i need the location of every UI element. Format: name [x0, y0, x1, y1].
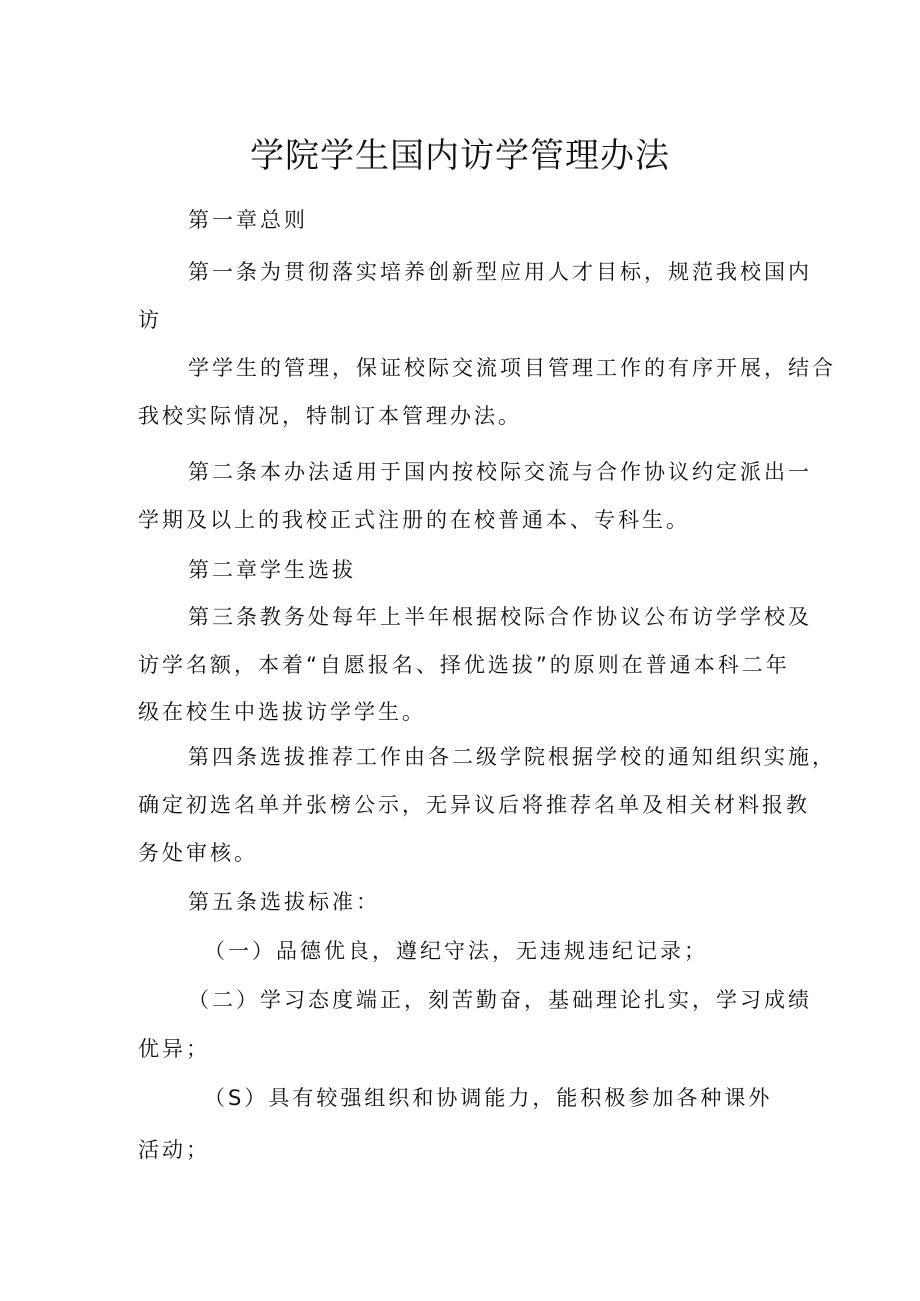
paragraph-line: 第四条选拔推荐工作由各二级学院根据学校的通知组织实施， [188, 745, 836, 769]
paragraph-line: 级在校生中选拔访学学生。 [138, 700, 426, 724]
chapter-heading-2: 第二章学生选拔 [188, 558, 356, 582]
list-item-line: 活动； [138, 1138, 210, 1162]
paragraph-line: 第二条本办法适用于国内按校际交流与合作协议约定派出一 [188, 460, 812, 484]
paragraph-line: 访学名额，本着“自愿报名、择优选拔”的原则在普通本科二年 [138, 653, 790, 677]
paragraph-line: 学期及以上的我校正式注册的在校普通本、专科生。 [138, 508, 690, 532]
chapter-heading-1: 第一章总则 [188, 208, 308, 232]
list-item-line: （二）学习态度端正，刻苦勤奋，基础理论扎实，学习成绩 [188, 988, 812, 1012]
paragraph-line: 第三条教务处每年上半年根据校际合作协议公布访学学校及 [188, 605, 812, 629]
list-item-line: （一）品德优良，遵纪守法，无违规违纪记录； [204, 939, 708, 963]
document-title: 学院学生国内访学管理办法 [250, 136, 670, 176]
paragraph-line: 确定初选名单并张榜公示，无异议后将推荐名单及相关材料报教 [138, 793, 810, 817]
paragraph-line: 我校实际情况，特制订本管理办法。 [138, 404, 522, 428]
paragraph-line: 务处审核。 [138, 841, 258, 865]
paragraph-line: 第一条为贯彻落实培养创新型应用人才目标，规范我校国内 [188, 260, 812, 284]
paragraph-line: 访 [138, 308, 162, 332]
list-item-line: （S）具有较强组织和协调能力，能积极参加各种课外 [204, 1086, 773, 1110]
paragraph-line: 第五条选拔标准： [188, 890, 380, 914]
paragraph-line: 学学生的管理，保证校际交流项目管理工作的有序开展，结合 [188, 356, 836, 380]
list-item-line: 优异； [138, 1037, 210, 1061]
